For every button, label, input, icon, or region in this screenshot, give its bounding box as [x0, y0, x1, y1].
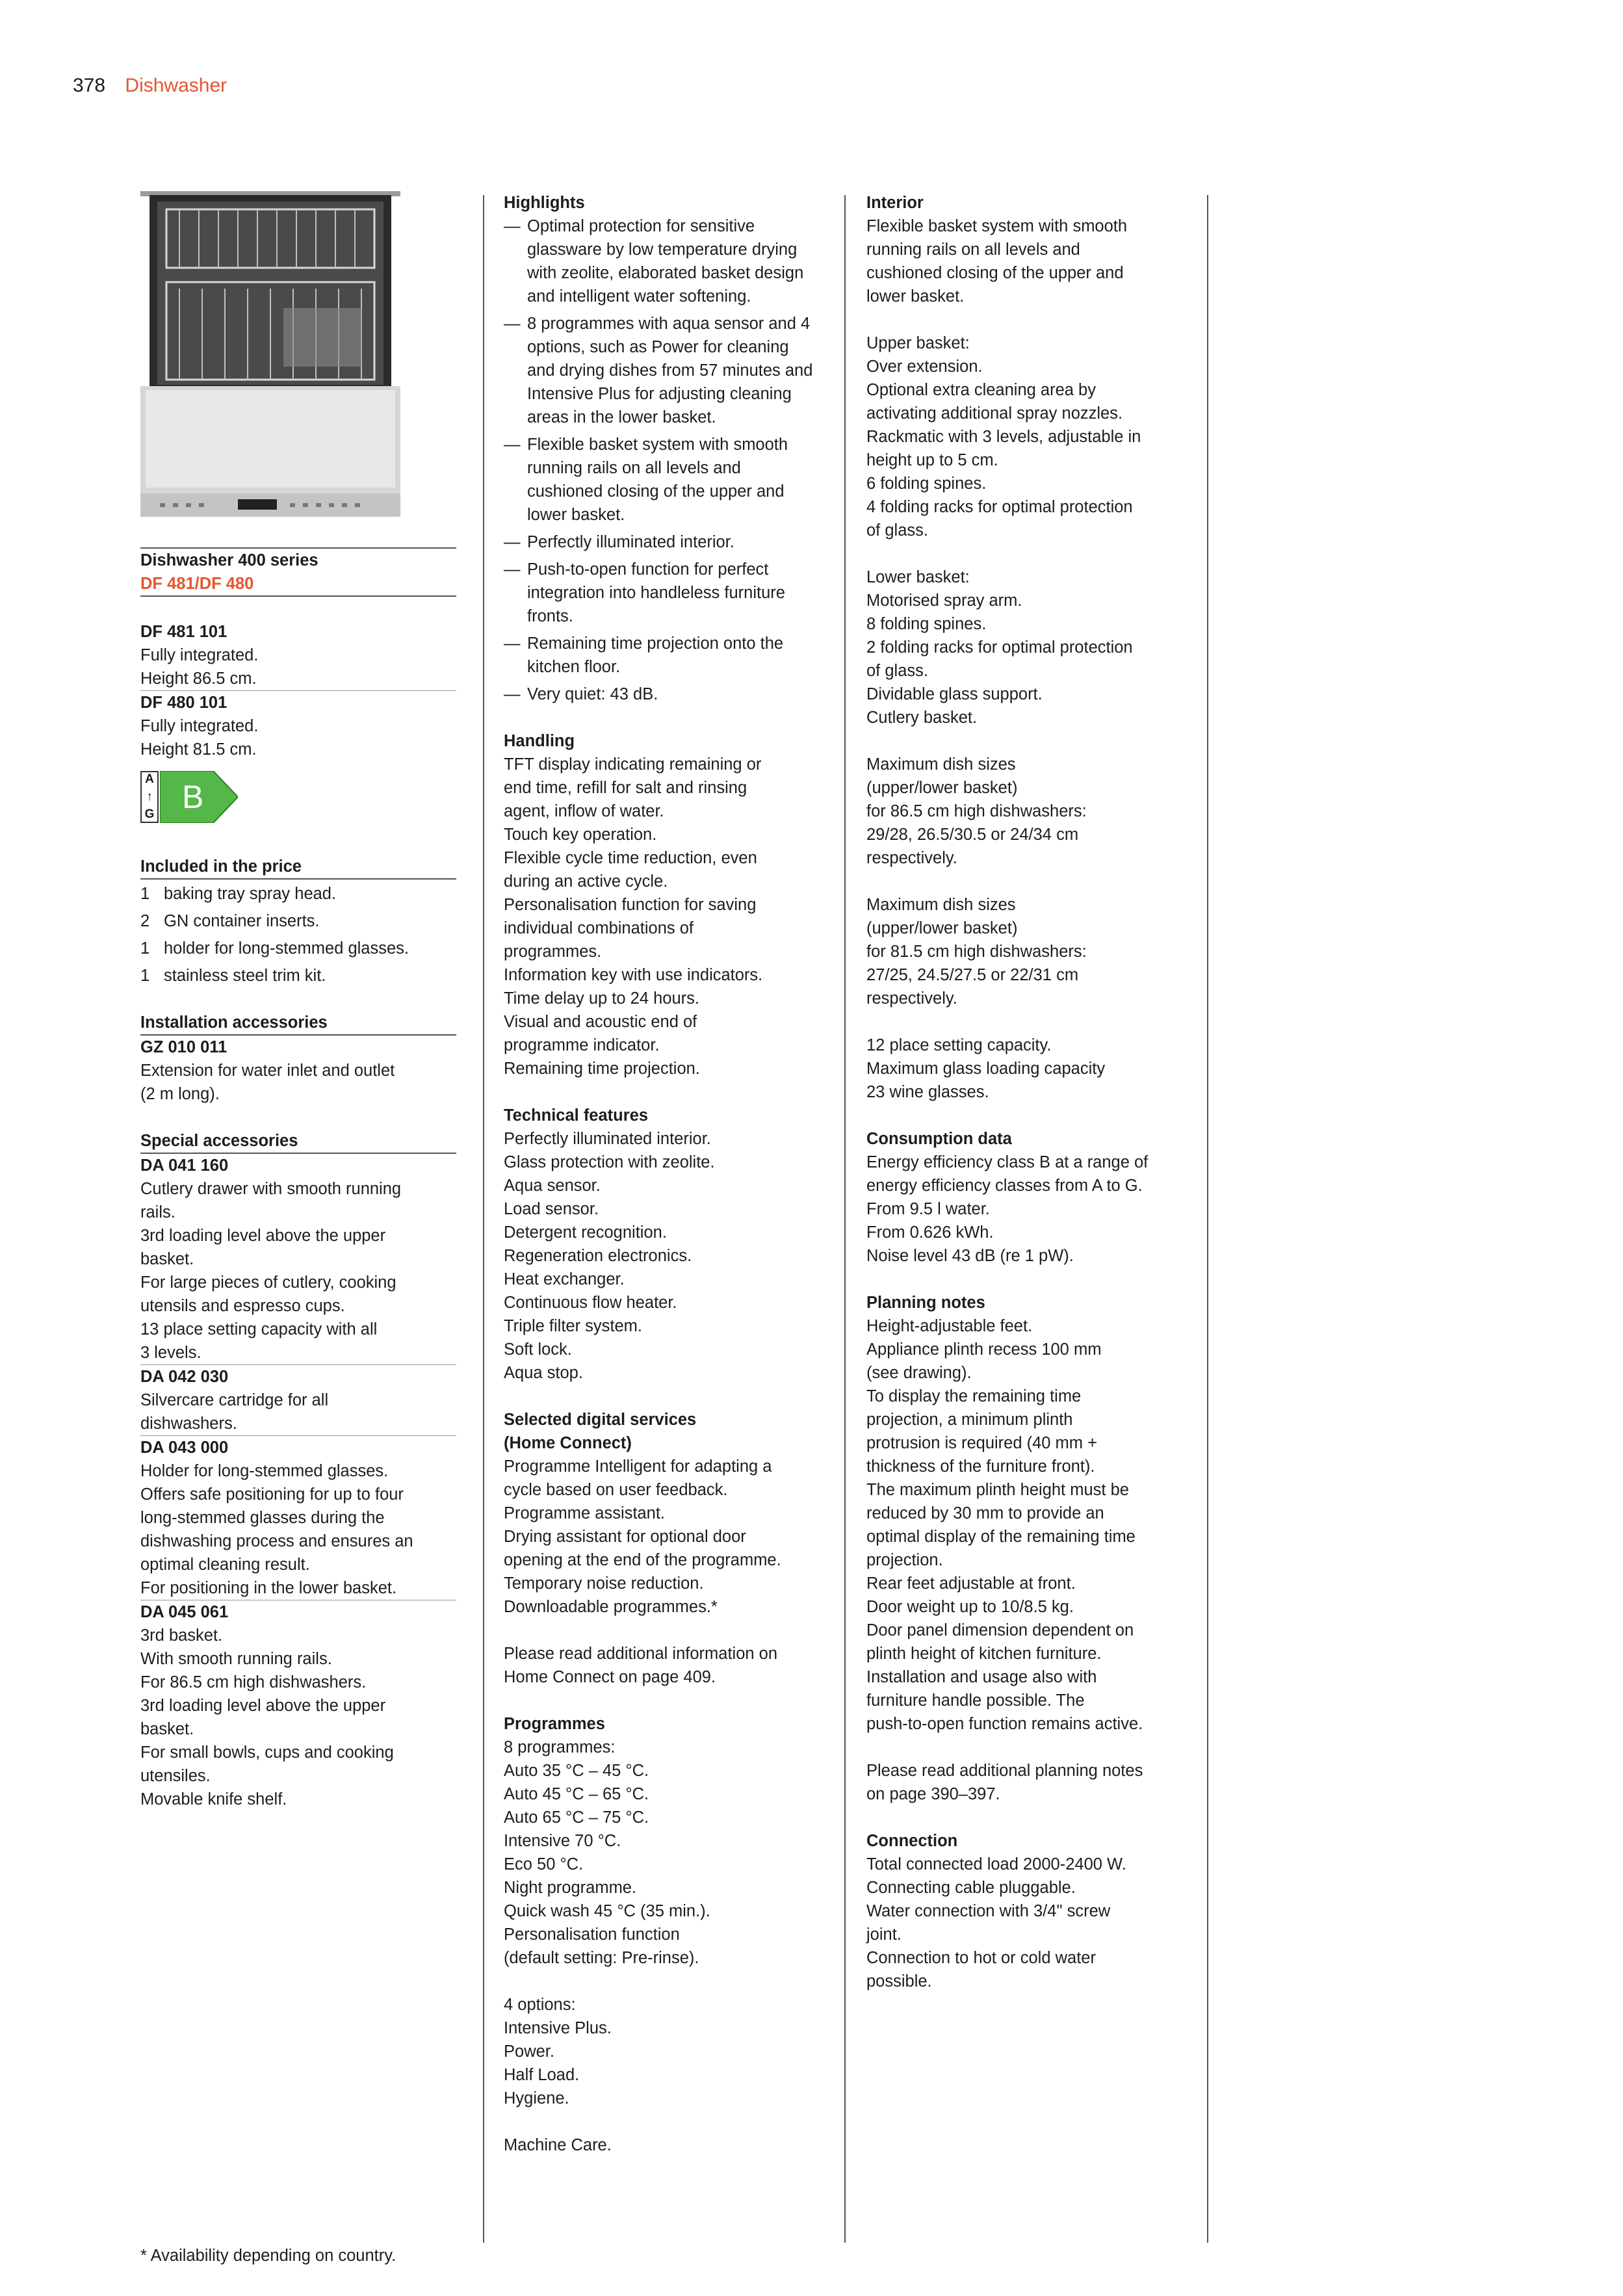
text-line: Please read additional information on: [504, 1645, 778, 1663]
text-line: protrusion is required (40 mm +: [866, 1434, 1098, 1452]
text-line: 27/25, 24.5/27.5 or 22/31 cm: [866, 966, 1079, 984]
text-line: optimal display of the remaining time: [866, 1528, 1136, 1546]
text-line: energy efficiency classes from A to G.: [866, 1177, 1143, 1195]
text-line: Drying assistant for optional door: [504, 1528, 746, 1546]
text-line: Dividable glass support.: [866, 685, 1043, 703]
text-line: Programme assistant.: [504, 1504, 666, 1522]
text-line: individual combinations of: [504, 919, 694, 937]
text-line: thickness of the furniture front).: [866, 1457, 1095, 1476]
text-line: Lower basket:: [866, 568, 970, 586]
text-line: From 9.5 l water.: [866, 1200, 990, 1218]
accessory-line: For 86.5 cm high dishwashers.: [140, 1673, 367, 1691]
accessory-line: 3rd loading level above the upper: [140, 1697, 386, 1715]
text-line: Please read additional planning notes: [866, 1762, 1143, 1780]
text-line: cycle based on user feedback.: [504, 1481, 728, 1499]
accessory-line: basket.: [140, 1720, 194, 1738]
text-line: projection.: [866, 1551, 943, 1569]
product-title: Dishwasher 400 series: [140, 551, 318, 569]
text-line: for 81.5 cm high dishwashers:: [866, 943, 1087, 961]
text-line: of glass.: [866, 662, 928, 680]
installation-heading: Installation accessories: [140, 1013, 328, 1032]
text-line: respectively.: [866, 989, 957, 1008]
text-line: Appliance plinth recess 100 mm: [866, 1340, 1102, 1359]
text-line: From 0.626 kWh.: [866, 1223, 994, 1242]
text-line: (see drawing).: [866, 1364, 972, 1382]
text-line: Half Load.: [504, 2066, 580, 2084]
accessory-line: Movable knife shelf.: [140, 1790, 287, 1808]
text-line: Heat exchanger.: [504, 1270, 625, 1288]
accessory-line: long-stemmed glasses during the: [140, 1509, 385, 1527]
text-line: during an active cycle.: [504, 872, 668, 891]
text-line: Intensive Plus.: [504, 2019, 612, 2037]
accessory-code: GZ 010 011: [140, 1038, 227, 1056]
text-line: Flexible cycle time reduction, even: [504, 849, 757, 867]
included-heading: Included in the price: [140, 857, 302, 876]
text-line: 8 folding spines.: [866, 615, 987, 633]
accessory-line: rails.: [140, 1203, 175, 1221]
text-line: Eco 50 °C.: [504, 1855, 584, 1873]
accessory-line: Offers safe positioning for up to four: [140, 1485, 404, 1504]
highlights-list: [504, 215, 816, 706]
text-line: 6 folding spines.: [866, 475, 987, 493]
text-line: Power.: [504, 2042, 554, 2061]
text-line: running rails on all levels and: [866, 241, 1080, 259]
page-number: 378: [73, 75, 106, 96]
accessory-line: 3 levels.: [140, 1344, 201, 1362]
energy-class: B: [182, 779, 204, 815]
text-line: Regeneration electronics.: [504, 1247, 692, 1265]
middle-column: [504, 191, 816, 2157]
text-line: Personalisation function for saving: [504, 896, 757, 914]
text-line: activating additional spray nozzles.: [866, 404, 1123, 423]
text-line: Height-adjustable feet.: [866, 1317, 1033, 1335]
accessory-line: (2 m long).: [140, 1085, 220, 1103]
text-line: Detergent recognition.: [504, 1223, 667, 1242]
text-line: Triple filter system.: [504, 1317, 643, 1335]
accessory-line: For positioning in the lower basket.: [140, 1579, 397, 1597]
accessory-line: For small bowls, cups and cooking: [140, 1743, 394, 1762]
text-line: Visual and acoustic end of: [504, 1013, 697, 1031]
accessory-line: utensils and espresso cups.: [140, 1297, 345, 1315]
included-list: [140, 882, 456, 987]
text-line: Over extension.: [866, 358, 983, 376]
text-line: Rear feet adjustable at front.: [866, 1574, 1076, 1593]
text-line: Flexible basket system with smooth: [866, 217, 1128, 235]
text-line: Maximum dish sizes: [866, 755, 1016, 774]
energy-scale-top: A: [145, 772, 154, 786]
energy-scale-bottom: G: [144, 807, 155, 821]
text-line: of glass.: [866, 521, 928, 540]
text-line: Motorised spray arm.: [866, 592, 1022, 610]
text-line: programmes.: [504, 943, 602, 961]
text-line: Personalisation function: [504, 1925, 680, 1944]
accessory-line: Cutlery drawer with smooth running: [140, 1180, 402, 1198]
product-models: DF 481/DF 480: [140, 575, 254, 593]
text-line: Water connection with 3/4" screw: [866, 1902, 1111, 1920]
list-item: — Flexible basket system with smooth running rails on all levels and cushioned closing of the upper and lower basket.: [504, 436, 788, 524]
text-line: The maximum plinth height must be: [866, 1481, 1129, 1499]
text-line: Noise level 43 dB (re 1 pW).: [866, 1247, 1074, 1265]
text-line: Upper basket:: [866, 334, 970, 352]
text-line: possible.: [866, 1972, 932, 1990]
text-line: Time delay up to 24 hours.: [504, 989, 699, 1008]
text-line: 4 folding racks for optimal protection: [866, 498, 1133, 516]
right-column: [866, 191, 1189, 1993]
footnote: * Availability depending on country.: [140, 2247, 396, 2265]
text-line: on page 390–397.: [866, 1785, 1000, 1803]
text-line: Auto 65 °C – 75 °C.: [504, 1808, 649, 1827]
interior-heading: Interior: [866, 194, 924, 212]
dishwasher-product-image: [140, 191, 361, 516]
accessory-line: dishwashers.: [140, 1415, 237, 1433]
text-line: plinth height of kitchen furniture.: [866, 1645, 1102, 1663]
text-line: 8 programmes:: [504, 1738, 616, 1756]
list-item: — Push-to-open function for perfect integration into handleless furniture fronts.: [504, 560, 785, 625]
text-line: 4 options:: [504, 1996, 576, 2014]
text-line: Machine Care.: [504, 2136, 612, 2154]
planning-heading: Planning notes: [866, 1294, 985, 1312]
text-line: opening at the end of the programme.: [504, 1551, 781, 1569]
variant-line: Fully integrated.: [140, 646, 259, 664]
variant-line: Fully integrated.: [140, 717, 259, 735]
text-line: 12 place setting capacity.: [866, 1036, 1052, 1054]
list-item: 1 baking tray spray head.: [140, 885, 337, 903]
column-divider: [1207, 195, 1208, 2243]
variant-model: DF 480 101: [140, 694, 227, 712]
text-line: 2 folding racks for optimal protection: [866, 638, 1133, 657]
accessory-line: optimal cleaning result.: [140, 1556, 310, 1574]
text-line: Cutlery basket.: [866, 709, 978, 727]
text-line: Rackmatic with 3 levels, adjustable in: [866, 428, 1141, 446]
variant-model: DF 481 101: [140, 623, 227, 641]
text-line: agent, inflow of water.: [504, 802, 664, 820]
list-item: — Very quiet: 43 dB.: [504, 685, 658, 703]
text-line: Door weight up to 10/8.5 kg.: [866, 1598, 1074, 1616]
accessory-line: 3rd basket.: [140, 1626, 223, 1645]
text-line: Night programme.: [504, 1879, 637, 1897]
digital-heading-sub: (Home Connect): [504, 1434, 632, 1452]
text-line: Glass protection with zeolite.: [504, 1153, 715, 1171]
list-item: — Remaining time projection onto the kitchen floor.: [504, 634, 784, 676]
list-item: 1 holder for long-stemmed glasses.: [140, 939, 409, 958]
accessory-line: utensiles.: [140, 1767, 211, 1785]
text-line: programme indicator.: [504, 1036, 660, 1054]
text-line: Optional extra cleaning area by: [866, 381, 1096, 399]
accessory-code: DA 043 000: [140, 1439, 229, 1457]
text-line: Aqua sensor.: [504, 1177, 601, 1195]
text-line: Aqua stop.: [504, 1364, 583, 1382]
text-line: (upper/lower basket): [866, 919, 1018, 937]
technical-heading: Technical features: [504, 1106, 649, 1125]
text-line: furniture handle possible. The: [866, 1691, 1085, 1710]
text-line: for 86.5 cm high dishwashers:: [866, 802, 1087, 820]
text-line: Door panel dimension dependent on: [866, 1621, 1134, 1639]
section-title: Dishwasher: [125, 75, 227, 96]
accessory-line: dishwashing process and ensures an: [140, 1532, 413, 1550]
text-line: lower basket.: [866, 287, 965, 306]
text-line: Quick wash 45 °C (35 min.).: [504, 1902, 710, 1920]
text-line: Connection to hot or cold water: [866, 1949, 1096, 1967]
accessory-line: For large pieces of cutlery, cooking: [140, 1273, 396, 1292]
text-line: Remaining time projection.: [504, 1060, 700, 1078]
text-line: (upper/lower basket): [866, 779, 1018, 797]
text-line: 29/28, 26.5/30.5 or 24/34 cm: [866, 826, 1079, 844]
text-line: Energy efficiency class B at a range of: [866, 1153, 1149, 1171]
text-line: height up to 5 cm.: [866, 451, 998, 469]
text-line: Maximum glass loading capacity: [866, 1060, 1106, 1078]
energy-scale: [140, 771, 159, 823]
accessory-line: basket.: [140, 1250, 194, 1268]
text-line: Connecting cable pluggable.: [866, 1879, 1076, 1897]
list-item: 2 GN container inserts.: [140, 912, 320, 930]
text-line: Hygiene.: [504, 2089, 569, 2107]
text-line: cushioned closing of the upper and: [866, 264, 1124, 282]
list-item: 1 stainless steel trim kit.: [140, 967, 326, 985]
text-line: Programme Intelligent for adapting a: [504, 1457, 772, 1476]
text-line: Auto 35 °C – 45 °C.: [504, 1762, 649, 1780]
variant-line: Height 86.5 cm.: [140, 670, 257, 688]
text-line: reduced by 30 mm to provide an: [866, 1504, 1104, 1522]
programmes-heading: Programmes: [504, 1715, 605, 1733]
page-header: [73, 73, 227, 99]
text-line: Maximum dish sizes: [866, 896, 1016, 914]
accessory-line: 3rd loading level above the upper: [140, 1227, 386, 1245]
text-line: Installation and usage also with: [866, 1668, 1097, 1686]
list-item: — Perfectly illuminated interior.: [504, 533, 734, 551]
accessory-line: 13 place setting capacity with all: [140, 1320, 378, 1338]
energy-label: [140, 770, 456, 824]
text-line: Downloadable programmes.*: [504, 1598, 718, 1616]
text-line: joint.: [866, 1925, 902, 1944]
accessory-code: DA 041 160: [140, 1156, 229, 1175]
list-item: — Optimal protection for sensitive glassware by low temperature drying with zeolite, elaborated basket design and intelligent water softening.: [504, 217, 804, 306]
digital-heading: Selected digital services: [504, 1411, 697, 1429]
left-column: [140, 191, 456, 1811]
variant-line: Height 81.5 cm.: [140, 740, 257, 759]
text-line: end time, refill for salt and rinsing: [504, 779, 747, 797]
text-line: Home Connect on page 409.: [504, 1668, 716, 1686]
text-line: 23 wine glasses.: [866, 1083, 989, 1101]
text-line: Soft lock.: [504, 1340, 572, 1359]
accessory-code: DA 045 061: [140, 1603, 229, 1621]
accessory-code: DA 042 030: [140, 1368, 229, 1386]
list-item: — 8 programmes with aqua sensor and 4 options, such as Power for cleaning and drying dishes from 57 minutes and Intensive Plus for adjusting cleaning areas in the lower basket.: [504, 315, 813, 426]
special-heading: Special accessories: [140, 1132, 298, 1150]
energy-scale-arrow: ↑: [146, 790, 153, 803]
text-line: TFT display indicating remaining or: [504, 755, 762, 774]
accessory-line: Extension for water inlet and outlet: [140, 1062, 395, 1080]
text-line: To display the remaining time: [866, 1387, 1082, 1405]
column-divider: [844, 195, 846, 2243]
text-line: Auto 45 °C – 65 °C.: [504, 1785, 649, 1803]
accessory-line: With smooth running rails.: [140, 1650, 332, 1668]
text-line: push-to-open function remains active.: [866, 1715, 1143, 1733]
handling-heading: Handling: [504, 732, 575, 750]
consumption-heading: Consumption data: [866, 1130, 1012, 1148]
text-line: projection, a minimum plinth: [866, 1411, 1073, 1429]
connection-heading: Connection: [866, 1832, 958, 1850]
column-divider: [483, 195, 484, 2243]
accessory-line: Holder for long-stemmed glasses.: [140, 1462, 389, 1480]
energy-class-badge: [160, 771, 238, 823]
text-line: Load sensor.: [504, 1200, 599, 1218]
highlights-heading: Highlights: [504, 194, 585, 212]
text-line: Touch key operation.: [504, 826, 657, 844]
text-line: (default setting: Pre-rinse).: [504, 1949, 699, 1967]
text-line: Continuous flow heater.: [504, 1294, 677, 1312]
text-line: Total connected load 2000-2400 W.: [866, 1855, 1126, 1873]
text-line: Intensive 70 °C.: [504, 1832, 621, 1850]
accessory-line: Silvercare cartridge for all: [140, 1391, 329, 1409]
text-line: Perfectly illuminated interior.: [504, 1130, 711, 1148]
text-line: Information key with use indicators.: [504, 966, 763, 984]
text-line: respectively.: [866, 849, 957, 867]
text-line: Temporary noise reduction.: [504, 1574, 704, 1593]
